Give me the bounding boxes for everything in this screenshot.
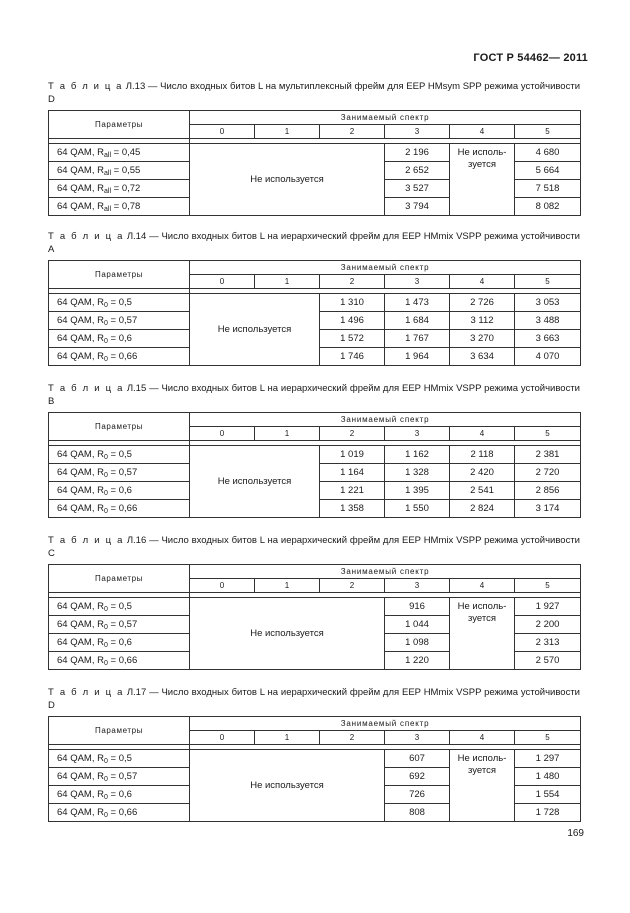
- table-caption: [48, 80, 580, 106]
- column-header: 0: [190, 125, 255, 139]
- table-cell: 2 196: [385, 144, 450, 162]
- table-cell: 1 310: [320, 294, 385, 312]
- table-caption: [48, 686, 580, 712]
- table-cell: 1 358: [320, 500, 385, 518]
- column-header: 4: [450, 125, 515, 139]
- table-cell: 1 927: [515, 598, 581, 616]
- column-header: 3: [385, 125, 450, 139]
- table-cell: 692: [385, 768, 450, 786]
- table-cell: 3 112: [450, 312, 515, 330]
- spectrum-header: Занимаемый спектр: [190, 413, 581, 427]
- table-cell: 1 480: [515, 768, 581, 786]
- table-cell: 3 794: [385, 198, 450, 216]
- column-header: 0: [190, 427, 255, 441]
- table-cell: 4 680: [515, 144, 581, 162]
- caption-label: Т а б л и ц а: [48, 535, 124, 546]
- column-header: 2: [320, 579, 385, 593]
- table-cell: 4 070: [515, 348, 581, 366]
- parameters-header: Параметры: [49, 261, 190, 289]
- table-cell: 3 270: [450, 330, 515, 348]
- table-cell: 1 767: [385, 330, 450, 348]
- table-cell: 1 220: [385, 652, 450, 670]
- table-row: [49, 294, 581, 312]
- table-cell: 1 044: [385, 616, 450, 634]
- table-cell: 1 684: [385, 312, 450, 330]
- table-cell: 3 527: [385, 180, 450, 198]
- row-label: 64 QAM, $R_0 = 0,57$: [49, 768, 190, 786]
- column-header: 1: [255, 125, 320, 139]
- caption-label: Т а б л и ц а: [48, 687, 124, 698]
- table-cell: 3 053: [515, 294, 581, 312]
- data-table: [48, 110, 581, 216]
- table-cell: 1 728: [515, 804, 581, 822]
- row-label: 64 QAM, $R_0 = 0,66$: [49, 652, 190, 670]
- table-cell: 1 964: [385, 348, 450, 366]
- not-used-cell: Не используется: [190, 144, 385, 216]
- row-label: 64 QAM, $R_{all} = 0,45$: [49, 144, 190, 162]
- caption-label: Т а б л и ц а: [48, 231, 124, 242]
- caption-label: Т а б л и ц а: [48, 81, 124, 92]
- table-caption: [48, 230, 580, 256]
- data-table: [48, 716, 581, 822]
- row-label: 64 QAM, $R_0 = 0,5$: [49, 598, 190, 616]
- parameters-header: Параметры: [49, 565, 190, 593]
- table-cell: 2 824: [450, 500, 515, 518]
- table-cell: 2 570: [515, 652, 581, 670]
- not-used-cell: Не используется: [190, 446, 320, 518]
- not-used-cell: Не используется: [190, 294, 320, 366]
- spectrum-header: Занимаемый спектр: [190, 565, 581, 579]
- row-label: 64 QAM, $R_0 = 0,5$: [49, 294, 190, 312]
- column-header: 3: [385, 275, 450, 289]
- column-header: 1: [255, 275, 320, 289]
- row-label: 64 QAM, $R_{all} = 0,78$: [49, 198, 190, 216]
- table-cell: 1 554: [515, 786, 581, 804]
- table-cell: 2 652: [385, 162, 450, 180]
- data-table: [48, 564, 581, 670]
- column-header: 0: [190, 579, 255, 593]
- column-header: 3: [385, 579, 450, 593]
- row-label: 64 QAM, $R_0 = 0,5$: [49, 446, 190, 464]
- caption-text: Л.17 — Число входных битов L на иерархический фрейм для EEP HMmix VSPP режима устойчивости D: [48, 687, 580, 711]
- spectrum-header: Занимаемый спектр: [190, 717, 581, 731]
- column-header: 0: [190, 275, 255, 289]
- table-cell: 8 082: [515, 198, 581, 216]
- table-cell: 3 488: [515, 312, 581, 330]
- table-cell: 2 200: [515, 616, 581, 634]
- table-cell: 1 164: [320, 464, 385, 482]
- column-header: 2: [320, 125, 385, 139]
- not-used-cell: Не используется: [190, 750, 385, 822]
- table-cell: 1 328: [385, 464, 450, 482]
- caption-text: Л.15 — Число входных битов L на иерархический фрейм для EEP HMmix VSPP режима устойчивости B: [48, 383, 580, 407]
- page-number: 169: [567, 828, 584, 839]
- table-cell: 2 856: [515, 482, 581, 500]
- column-header: 5: [515, 579, 581, 593]
- not-used-cell: Не исполь- зуется: [450, 144, 515, 216]
- column-header: 1: [255, 579, 320, 593]
- table-row: [49, 446, 581, 464]
- row-label: 64 QAM, $R_0 = 0,66$: [49, 500, 190, 518]
- table-cell: 1 572: [320, 330, 385, 348]
- column-header: 5: [515, 275, 581, 289]
- not-used-cell: Не используется: [190, 598, 385, 670]
- row-label: 64 QAM, $R_0 = 0,66$: [49, 804, 190, 822]
- table-cell: 1 297: [515, 750, 581, 768]
- table-caption: [48, 382, 580, 408]
- table-section-l14: [48, 230, 580, 366]
- table-cell: 1 746: [320, 348, 385, 366]
- table-cell: 1 550: [385, 500, 450, 518]
- table-cell: 5 664: [515, 162, 581, 180]
- parameters-header: Параметры: [49, 413, 190, 441]
- caption-text: Л.14 — Число входных битов L на иерархический фрейм для EEP HMmix VSPP режима устойчивости A: [48, 231, 580, 255]
- caption-text: Л.13 — Число входных битов L на мультиплексный фрейм для EEP HMsym SPP режима устойчивости D: [48, 81, 581, 105]
- table-cell: 7 518: [515, 180, 581, 198]
- row-label: 64 QAM, $R_0 = 0,66$: [49, 348, 190, 366]
- table-section-l13: [48, 80, 580, 216]
- column-header: 4: [450, 275, 515, 289]
- table-cell: 1 019: [320, 446, 385, 464]
- spectrum-header: Занимаемый спектр: [190, 111, 581, 125]
- table-section-l15: [48, 382, 580, 518]
- column-header: 2: [320, 427, 385, 441]
- column-header: 5: [515, 125, 581, 139]
- caption-label: Т а б л и ц а: [48, 383, 124, 394]
- not-used-cell: Не исполь- зуется: [450, 598, 515, 670]
- table-cell: 2 420: [450, 464, 515, 482]
- table-cell: 2 726: [450, 294, 515, 312]
- table-cell: 1 162: [385, 446, 450, 464]
- column-header: 4: [450, 427, 515, 441]
- not-used-cell: Не исполь- зуется: [450, 750, 515, 822]
- row-label: 64 QAM, $R_0 = 0,6$: [49, 330, 190, 348]
- table-cell: 2 313: [515, 634, 581, 652]
- column-header: 4: [450, 731, 515, 745]
- table-row: [49, 144, 581, 162]
- column-header: 3: [385, 427, 450, 441]
- table-caption: [48, 534, 580, 560]
- parameters-header: Параметры: [49, 111, 190, 139]
- row-label: 64 QAM, $R_0 = 0,6$: [49, 786, 190, 804]
- table-cell: 607: [385, 750, 450, 768]
- row-label: 64 QAM, $R_0 = 0,6$: [49, 482, 190, 500]
- table-cell: 726: [385, 786, 450, 804]
- data-table: [48, 412, 581, 518]
- table-cell: 2 541: [450, 482, 515, 500]
- table-row: [49, 598, 581, 616]
- table-cell: 3 663: [515, 330, 581, 348]
- row-label: 64 QAM, $R_0 = 0,6$: [49, 634, 190, 652]
- column-header: 4: [450, 579, 515, 593]
- column-header: 5: [515, 427, 581, 441]
- table-cell: 916: [385, 598, 450, 616]
- table-cell: 1 496: [320, 312, 385, 330]
- row-label: 64 QAM, $R_0 = 0,57$: [49, 312, 190, 330]
- row-label: 64 QAM, $R_{all} = 0,55$: [49, 162, 190, 180]
- row-label: 64 QAM, $R_0 = 0,5$: [49, 750, 190, 768]
- table-cell: 3 174: [515, 500, 581, 518]
- table-cell: 1 473: [385, 294, 450, 312]
- column-header: 0: [190, 731, 255, 745]
- column-header: 1: [255, 427, 320, 441]
- table-section-l16: [48, 534, 580, 670]
- table-cell: 1 395: [385, 482, 450, 500]
- column-header: 3: [385, 731, 450, 745]
- spectrum-header: Занимаемый спектр: [190, 261, 581, 275]
- document-standard-header: ГОСТ Р 54462— 2011: [473, 52, 588, 64]
- table-cell: 1 098: [385, 634, 450, 652]
- table-cell: 808: [385, 804, 450, 822]
- column-header: 5: [515, 731, 581, 745]
- table-row: [49, 750, 581, 768]
- table-cell: 2 118: [450, 446, 515, 464]
- data-table: [48, 260, 581, 366]
- table-cell: 3 634: [450, 348, 515, 366]
- table-section-l17: [48, 686, 580, 822]
- column-header: 2: [320, 275, 385, 289]
- parameters-header: Параметры: [49, 717, 190, 745]
- row-label: 64 QAM, $R_0 = 0,57$: [49, 616, 190, 634]
- row-label: 64 QAM, $R_{all} = 0,72$: [49, 180, 190, 198]
- table-cell: 2 720: [515, 464, 581, 482]
- caption-text: Л.16 — Число входных битов L на иерархический фрейм для EEP HMmix VSPP режима устойчивости C: [48, 535, 580, 559]
- table-cell: 2 381: [515, 446, 581, 464]
- table-cell: 1 221: [320, 482, 385, 500]
- column-header: 2: [320, 731, 385, 745]
- column-header: 1: [255, 731, 320, 745]
- row-label: 64 QAM, $R_0 = 0,57$: [49, 464, 190, 482]
